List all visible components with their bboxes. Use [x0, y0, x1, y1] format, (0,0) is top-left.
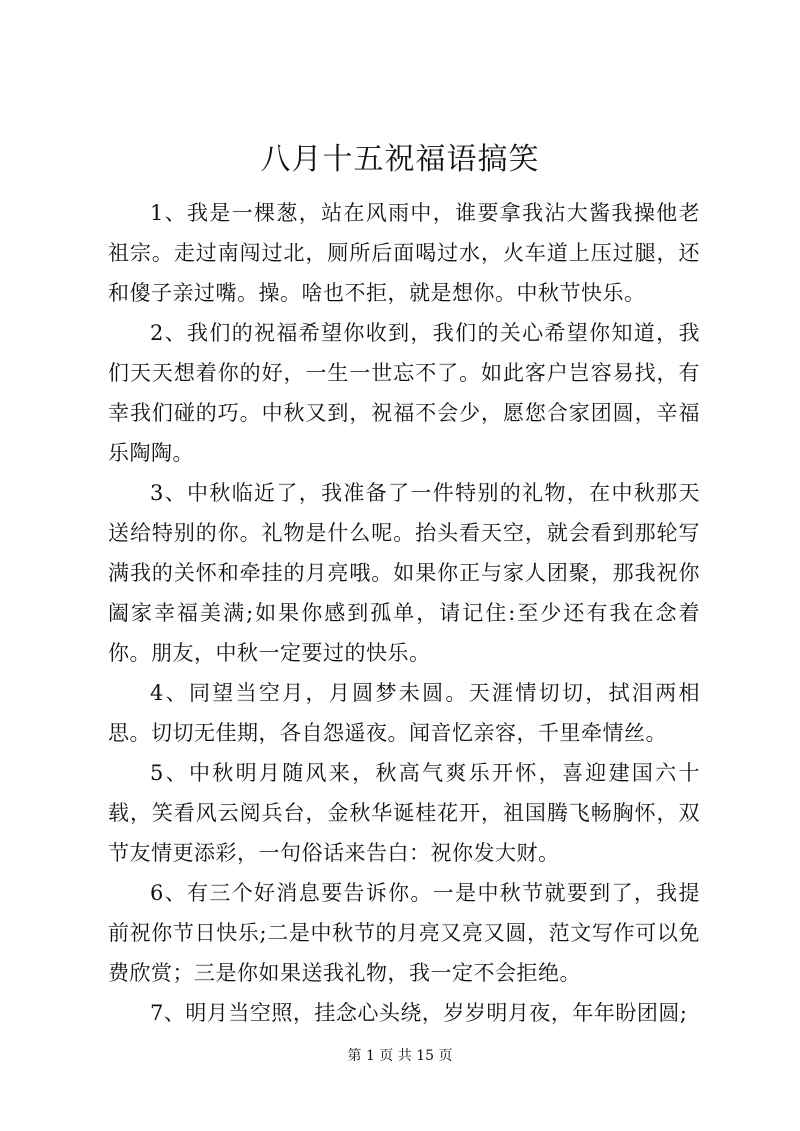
paragraph-7: 7、明月当空照，挂念心头绕，岁岁明月夜，年年盼团圆;: [150, 1001, 688, 1025]
document-body: [108, 193, 700, 1033]
page-number-footer: 第 1 页 共 15 页: [347, 1048, 453, 1064]
paragraph-2: 2、我们的祝福希望你收到，我们的关心希望你知道，我们天天想着你的好，一生一世忘不了。如此客户岂容易找，有幸我们碰的巧。中秋又到，祝福不会少，愿您合家团圆，辛福乐陶陶。: [108, 321, 700, 465]
document-title: 八月十五祝福语搞笑: [260, 142, 540, 177]
paragraph-3: 3、中秋临近了，我准备了一件特别的礼物，在中秋那天送给特别的你。礼物是什么呢。抬头看天空，就会看到那轮写满我的关怀和牵挂的月亮哦。如果你正与家人团聚，那我祝你阖家幸福美满;如果你感到孤单，请记住:至少还有我在念着你。朋友，中秋一定要过的快乐。: [108, 481, 700, 665]
paragraph-6: 6、有三个好消息要告诉你。一是中秋节就要到了，我提前祝你节日快乐;二是中秋节的月亮又亮又圆，范文写作可以免费欣赏；三是你如果送我礼物，我一定不会拒绝。: [108, 881, 700, 985]
paragraph-4: 4、同望当空月，月圆梦未圆。天涯情切切，拭泪两相思。切切无佳期，各自怨遥夜。闻音忆亲容，千里牵情丝。: [108, 681, 700, 745]
paragraph-1: 1、我是一棵葱，站在风雨中，谁要拿我沾大酱我操他老祖宗。走过南闯过北，厕所后面喝过水，火车道上压过腿，还和傻子亲过嘴。操。啥也不拒，就是想你。中秋节快乐。: [108, 201, 700, 305]
paragraph-5: 5、中秋明月随风来，秋高气爽乐开怀，喜迎建国六十载，笑看风云阅兵台，金秋华诞桂花开，祖国腾飞畅胸怀，双节友情更添彩，一句俗话来告白：祝你发大财。: [108, 761, 700, 865]
